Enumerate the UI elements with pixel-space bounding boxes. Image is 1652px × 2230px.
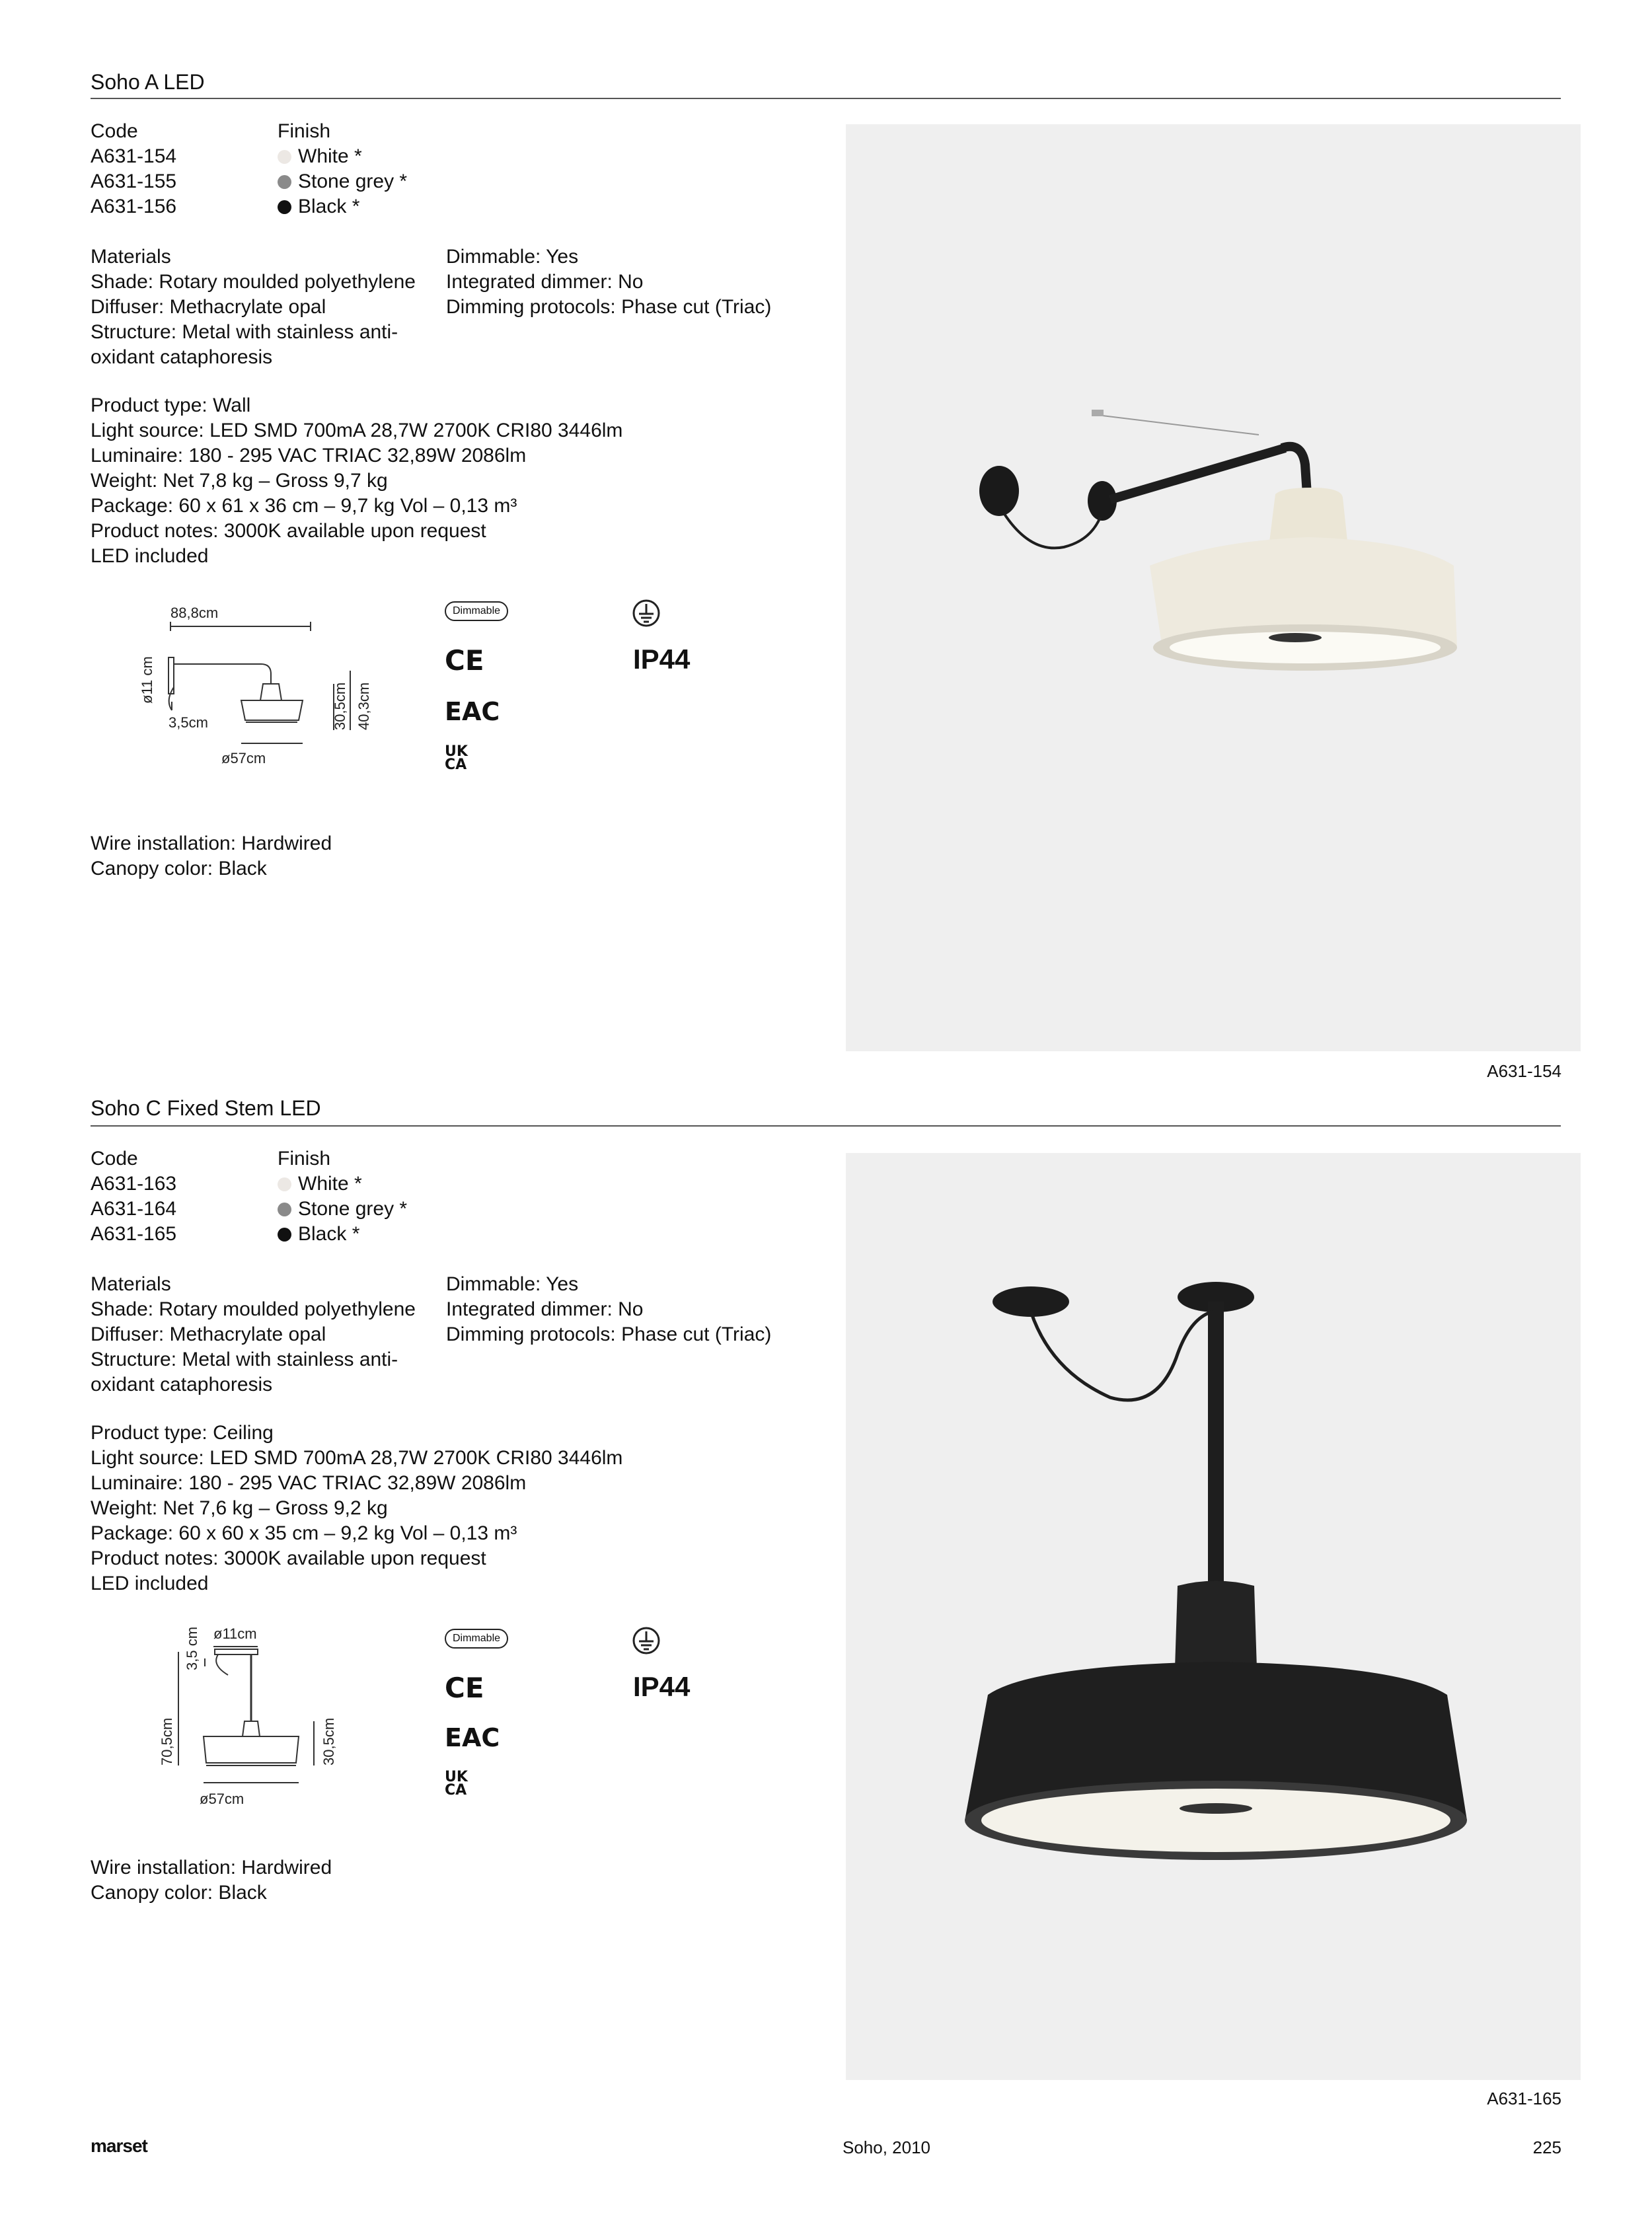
photo-caption: A631-154 [1487, 1061, 1561, 1081]
swatch-white-icon [278, 150, 291, 164]
code-item: A631-163 [91, 1173, 177, 1195]
finish-item: White * [278, 1171, 407, 1197]
finish-item: Black * [278, 1222, 407, 1247]
dimmable-badge: Dimmable [445, 1629, 508, 1649]
code-list [91, 144, 176, 219]
wall-lamp-illustration [846, 124, 1581, 1051]
finish-item: Stone grey * [278, 169, 407, 194]
swatch-grey-icon [278, 1203, 291, 1216]
ground-icon [631, 598, 661, 628]
dim-diameter: ø57cm [221, 750, 266, 766]
swatch-black-icon [278, 1228, 291, 1242]
finish-list [278, 1171, 407, 1247]
product-photo [846, 1153, 1581, 2080]
swatch-white-icon [278, 1177, 291, 1191]
code-list [91, 1171, 176, 1247]
swatch-black-icon [278, 200, 291, 214]
photo-caption: A631-165 [1487, 2089, 1561, 2108]
ukca-mark-icon: UK CA [445, 743, 468, 773]
ground-icon [631, 1625, 661, 1656]
code-item: A631-155 [91, 170, 177, 192]
code-item: A631-154 [91, 145, 177, 167]
finish-item: Black * [278, 194, 407, 219]
dimension-drawing [132, 598, 396, 776]
code-header: Code [91, 1148, 138, 1170]
dimension-drawing [152, 1612, 350, 1817]
dim-h2: 40,3cm [356, 682, 372, 730]
dim-depth: 3,5cm [169, 714, 208, 731]
specs-block: Product type: Wall Light source: LED SMD 700mA 28,7W 2700K CRI80 3446lm Luminaire: 180 - 295 VAC TRIAC 32,89W 2086lm Weight: Net 7,8 kg – Gross 9,7 kg Package: 60 x 61 x 36 cm – 9,7 kg Vol – 0,13 m³ Product notes: 3000K available upon request LED included [91, 394, 623, 567]
dim-diameter: ø57cm [200, 1791, 244, 1807]
code-item: A631-156 [91, 196, 177, 217]
section-divider [91, 98, 1561, 99]
materials-block: Materials Shade: Rotary moulded polyethylene Diffuser: Methacrylate opal Structure: Metal with stainless anti- oxidant cataphoresis [91, 1273, 416, 1395]
section-divider [91, 1125, 1561, 1127]
dim-depth: 3,5 cm [184, 1626, 200, 1670]
dim-canopy: ø11cm [213, 1625, 257, 1642]
finish-list [278, 144, 407, 219]
dimming-block: Dimmable: Yes Integrated dimmer: No Dimming protocols: Phase cut (Triac) [446, 246, 772, 318]
code-header: Code [91, 120, 138, 142]
dimming-block: Dimmable: Yes Integrated dimmer: No Dimming protocols: Phase cut (Triac) [446, 1273, 772, 1345]
install-block: Wire installation: Hardwired Canopy color: Black [91, 833, 332, 879]
dimmable-badge: Dimmable [445, 601, 508, 621]
ceiling-lamp-illustration [846, 1153, 1581, 2080]
finish-item: Stone grey * [278, 1197, 407, 1222]
materials-block: Materials Shade: Rotary moulded polyethylene Diffuser: Methacrylate opal Structure: Metal with stainless anti- oxidant cataphoresis [91, 246, 416, 368]
eac-mark-icon: EAC [445, 697, 500, 726]
dim-canopy: ø11 cm [139, 656, 155, 704]
dim-total-height: 70,5cm [159, 1717, 175, 1765]
specs-block: Product type: Ceiling Light source: LED SMD 700mA 28,7W 2700K CRI80 3446lm Luminaire: 180 - 295 VAC TRIAC 32,89W 2086lm Weight: Net 7,6 kg – Gross 9,2 kg Package: 60 x 60 x 35 cm – 9,2 kg Vol – 0,13 m³ Product notes: 3000K available upon request LED included [91, 1422, 623, 1594]
product-photo [846, 124, 1581, 1051]
dim-shade-height: 30,5cm [320, 1717, 337, 1765]
code-item: A631-165 [91, 1223, 177, 1245]
eac-mark-icon: EAC [445, 1723, 500, 1752]
ce-mark-icon: CE [445, 1672, 484, 1704]
code-item: A631-164 [91, 1198, 177, 1220]
brand-logo: marset [91, 2136, 147, 2156]
section-title: Soho C Fixed Stem LED [91, 1096, 321, 1120]
ce-mark-icon: CE [445, 644, 484, 677]
ip-rating: IP44 [633, 1671, 691, 1702]
dim-h1: 30,5cm [332, 682, 348, 730]
footer-collection: Soho, 2010 [843, 2137, 931, 2157]
install-block: Wire installation: Hardwired Canopy color: Black [91, 1857, 332, 1904]
finish-header: Finish [278, 1148, 331, 1170]
finish-header: Finish [278, 120, 331, 142]
ukca-mark-icon: UK CA [445, 1769, 468, 1799]
section-title: Soho A LED [91, 70, 205, 94]
dim-width: 88,8cm [170, 605, 219, 621]
page-number: 225 [1532, 2137, 1561, 2157]
ip-rating: IP44 [633, 644, 691, 675]
finish-item: White * [278, 144, 407, 169]
swatch-grey-icon [278, 175, 291, 189]
